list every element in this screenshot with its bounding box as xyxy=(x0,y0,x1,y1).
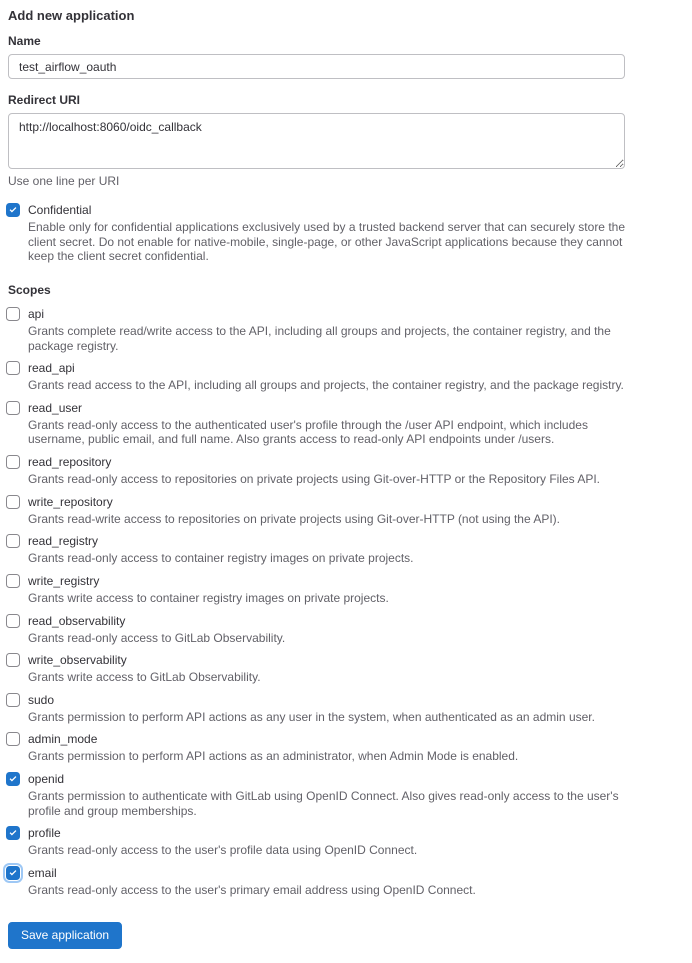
scope-description: Grants read-only access to the authenticated user's profile through the /user API endpoint, which includes username, public email, and full name. Also grants access to read-only API endpoints under /users. xyxy=(28,417,588,447)
scope-description: Grants read-only access to the user's primary email address using OpenID Connect. xyxy=(28,882,476,897)
scope-label[interactable]: read_registry xyxy=(28,534,99,549)
scope-item xyxy=(6,731,684,764)
scope-item xyxy=(6,865,684,898)
scope-checkbox-write_observability[interactable] xyxy=(6,653,20,667)
scope-label[interactable]: write_observability xyxy=(28,653,127,668)
scope-item xyxy=(6,573,684,606)
scope-label[interactable]: read_observability xyxy=(28,613,126,628)
scope-item xyxy=(6,454,684,487)
redirect-uri-textarea[interactable] xyxy=(8,113,625,169)
scope-description: Grants complete read/write access to the API, including all groups and projects, the container registry, and the package registry. xyxy=(28,323,611,353)
scope-item xyxy=(6,771,684,818)
scope-item xyxy=(6,652,684,685)
scope-checkbox-read_observability[interactable] xyxy=(6,614,20,628)
scope-description: Grants permission to authenticate with GitLab using OpenID Connect. Also gives read-only access to the user's profile and group memberships. xyxy=(28,789,619,818)
scope-label[interactable]: read_api xyxy=(28,361,75,376)
confidential-group xyxy=(6,202,684,264)
scope-label[interactable]: sudo xyxy=(28,692,55,707)
confidential-description: Enable only for confidential applications exclusively used by a trusted backend server that can securely store the client secret. Do not enable for native-mobile, single-page, or other JavaScript applications because they cannot keep the client secret confidential. xyxy=(28,220,625,264)
scope-label[interactable]: read_repository xyxy=(28,455,112,469)
scope-checkbox-write_registry[interactable] xyxy=(6,574,20,588)
scope-description: Grants read-only access to repositories on private projects using Git-over-HTTP or the Repository Files API. xyxy=(28,472,601,486)
scope-description: Grants read-only access to GitLab Observability. xyxy=(28,630,286,645)
redirect-uri-label: Redirect URI xyxy=(8,93,81,107)
scope-description: Grants permission to perform API actions as any user in the system, when authenticated as an admin user. xyxy=(28,709,595,724)
scope-item xyxy=(6,306,684,353)
confidential-checkbox[interactable] xyxy=(6,203,20,217)
redirect-uri-help: Use one line per URI xyxy=(8,174,120,188)
confidential-label[interactable]: Confidential xyxy=(28,203,92,217)
scopes-label: Scopes xyxy=(8,282,51,297)
scope-item xyxy=(6,613,684,646)
name-field-group xyxy=(6,34,684,79)
scope-label[interactable]: read_user xyxy=(28,400,83,415)
scope-item xyxy=(6,533,684,566)
scope-checkbox-sudo[interactable] xyxy=(6,693,20,707)
scope-item xyxy=(6,692,684,725)
scope-checkbox-openid[interactable] xyxy=(6,772,20,786)
scope-description: Grants write access to GitLab Observability. xyxy=(28,670,261,685)
form-title: Add new application xyxy=(8,8,135,23)
scope-item xyxy=(6,400,684,447)
scope-checkbox-write_repository[interactable] xyxy=(6,495,20,509)
scope-label[interactable]: write_registry xyxy=(28,573,100,588)
scope-item xyxy=(6,494,684,527)
scope-checkbox-read_registry[interactable] xyxy=(6,534,20,548)
scope-checkbox-read_api[interactable] xyxy=(6,361,20,375)
scope-description: Grants read access to the API, including all groups and projects, the container registry, and the package registry. xyxy=(28,378,624,393)
scope-label[interactable]: write_repository xyxy=(28,494,113,509)
scope-checkbox-read_repository[interactable] xyxy=(6,455,20,469)
scopes-section xyxy=(6,283,684,898)
scope-checkbox-read_user[interactable] xyxy=(6,401,20,415)
scope-label[interactable]: admin_mode xyxy=(28,732,98,747)
scope-label[interactable]: openid xyxy=(28,772,65,786)
redirect-uri-group xyxy=(6,93,684,188)
scope-checkbox-admin_mode[interactable] xyxy=(6,732,20,746)
scope-description: Grants write access to container registry images on private projects. xyxy=(28,590,389,605)
scope-description: Grants read-only access to container registry images on private projects. xyxy=(28,551,414,566)
scope-item xyxy=(6,360,684,393)
scope-description: Grants read-only access to the user's profile data using OpenID Connect. xyxy=(28,843,418,858)
scope-label[interactable]: email xyxy=(28,865,57,880)
scope-checkbox-profile[interactable] xyxy=(6,826,20,840)
scope-label[interactable]: api xyxy=(28,306,45,321)
name-label: Name xyxy=(8,34,41,48)
save-application-button[interactable]: Save application xyxy=(8,922,122,949)
scope-item xyxy=(6,825,684,858)
scope-description: Grants permission to perform API actions as an administrator, when Admin Mode is enabled. xyxy=(28,749,519,764)
scope-description: Grants read-write access to repositories on private projects using Git-over-HTTP (not using the API). xyxy=(28,511,560,526)
scopes-list xyxy=(6,306,684,898)
scope-checkbox-api[interactable] xyxy=(6,307,20,321)
scope-checkbox-email[interactable] xyxy=(6,866,20,880)
scope-label[interactable]: profile xyxy=(28,826,61,841)
name-input[interactable] xyxy=(8,54,625,79)
